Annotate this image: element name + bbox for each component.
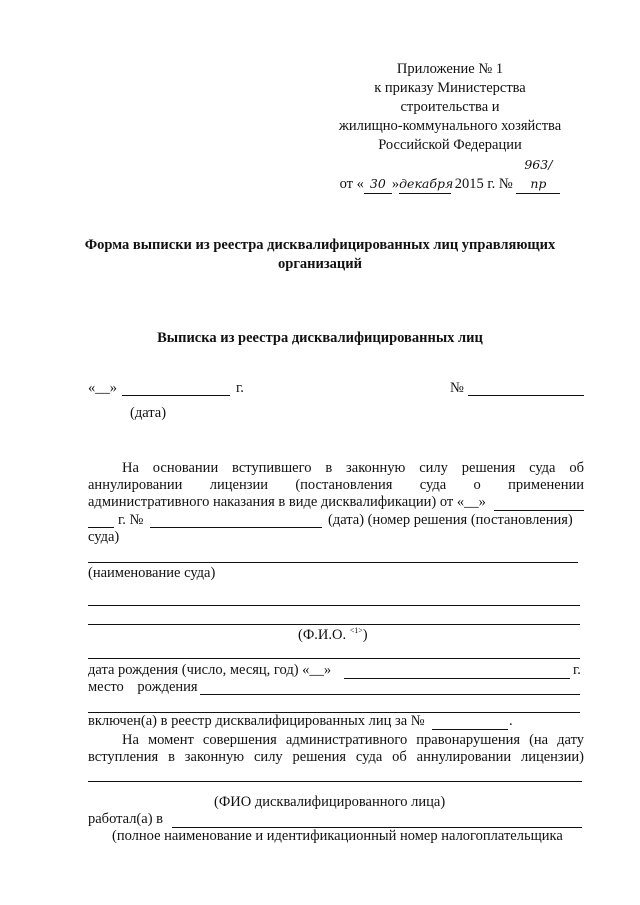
fio-footnote: <1>: [349, 626, 363, 635]
fio-blank-line-1: [88, 605, 580, 606]
extract-title: Выписка из реестра дисквалифицированных лиц: [157, 330, 483, 346]
number-blank-line: [468, 395, 584, 396]
date-month-handwritten: декабря: [399, 174, 451, 194]
appendix-title: Приложение № 1: [396, 61, 504, 77]
form-title-line1: Форма выписки из реестра дисквалифицированных лиц управляющих: [84, 237, 556, 253]
appendix-ministry-line1: строительства и: [400, 99, 500, 115]
p2-line1: На момент совершения административного правонарушения (на дату: [122, 732, 584, 748]
birth-g: г.: [573, 662, 581, 678]
date-year: 2015 г. №: [454, 176, 513, 192]
appendix-date-line: [300, 155, 600, 194]
appendix-ministry-line3: Российской Федерации: [378, 137, 522, 153]
court-blank-line: [88, 562, 578, 563]
p1-date-blank: [494, 510, 584, 511]
included-number-blank: [432, 729, 508, 730]
fio-caption: [298, 626, 368, 644]
included-label: включен(а) в реестр дисквалифицированных лиц за №: [88, 713, 425, 729]
p1-line3: административного наказания в виде дисквалификации) от «__»: [88, 494, 486, 510]
p1-line4-g: г. №: [118, 512, 144, 528]
appendix-ministry-line2: жилищно-коммунального хозяйства: [338, 118, 562, 134]
taxpayer-caption: (полное наименование и идентификационный номер налогоплательщика: [112, 828, 563, 844]
birth-label: дата рождения (число, месяц, год) «__»: [88, 662, 332, 678]
appendix-order-ref: к приказу Министерства: [374, 80, 526, 96]
fio-blank-line-2: [88, 624, 580, 625]
disq-caption: (ФИО дисквалифицированного лица): [214, 794, 446, 810]
date-caption: (дата): [130, 405, 167, 421]
birthplace-blank-line: [200, 694, 580, 695]
date-open-quote: «__»: [88, 380, 117, 396]
date-year-suffix: г.: [236, 380, 244, 396]
number-sign: №: [450, 380, 464, 396]
fio-blank-line-3: [88, 658, 580, 659]
date-day-handwritten: 30: [364, 174, 392, 194]
included-suffix: .: [509, 713, 513, 729]
date-blank-line: [122, 395, 230, 396]
worked-label: работал(а) в: [88, 811, 163, 827]
date-mid: »: [391, 176, 400, 192]
p1-decision-number-blank: [150, 527, 322, 528]
p1-line5: суда): [88, 529, 120, 545]
date-prefix: от «: [339, 176, 364, 192]
p1-line4-tail: (дата) (номер решения (постановления): [328, 512, 573, 528]
p1-year-blank: [88, 527, 114, 528]
fio-caption-close: ): [362, 626, 368, 643]
form-title-line2: организаций: [278, 256, 362, 272]
p1-line2: аннулировании лицензии (постановления суда о применении: [88, 477, 584, 493]
p2-line2: вступления в законную силу решения суда об аннулировании лицензии): [88, 749, 584, 765]
order-number-handwritten: 963/пр: [516, 155, 560, 194]
disq-blank-line: [88, 781, 582, 782]
birth-blank-line: [344, 678, 570, 679]
birthplace-label: место рождения: [88, 679, 198, 695]
fio-caption-text: (Ф.И.О.: [298, 626, 347, 643]
court-caption: (наименование суда): [88, 565, 216, 581]
appendix-block: [300, 60, 600, 194]
p1-line1: На основании вступившего в законную силу решения суда об: [122, 460, 584, 476]
